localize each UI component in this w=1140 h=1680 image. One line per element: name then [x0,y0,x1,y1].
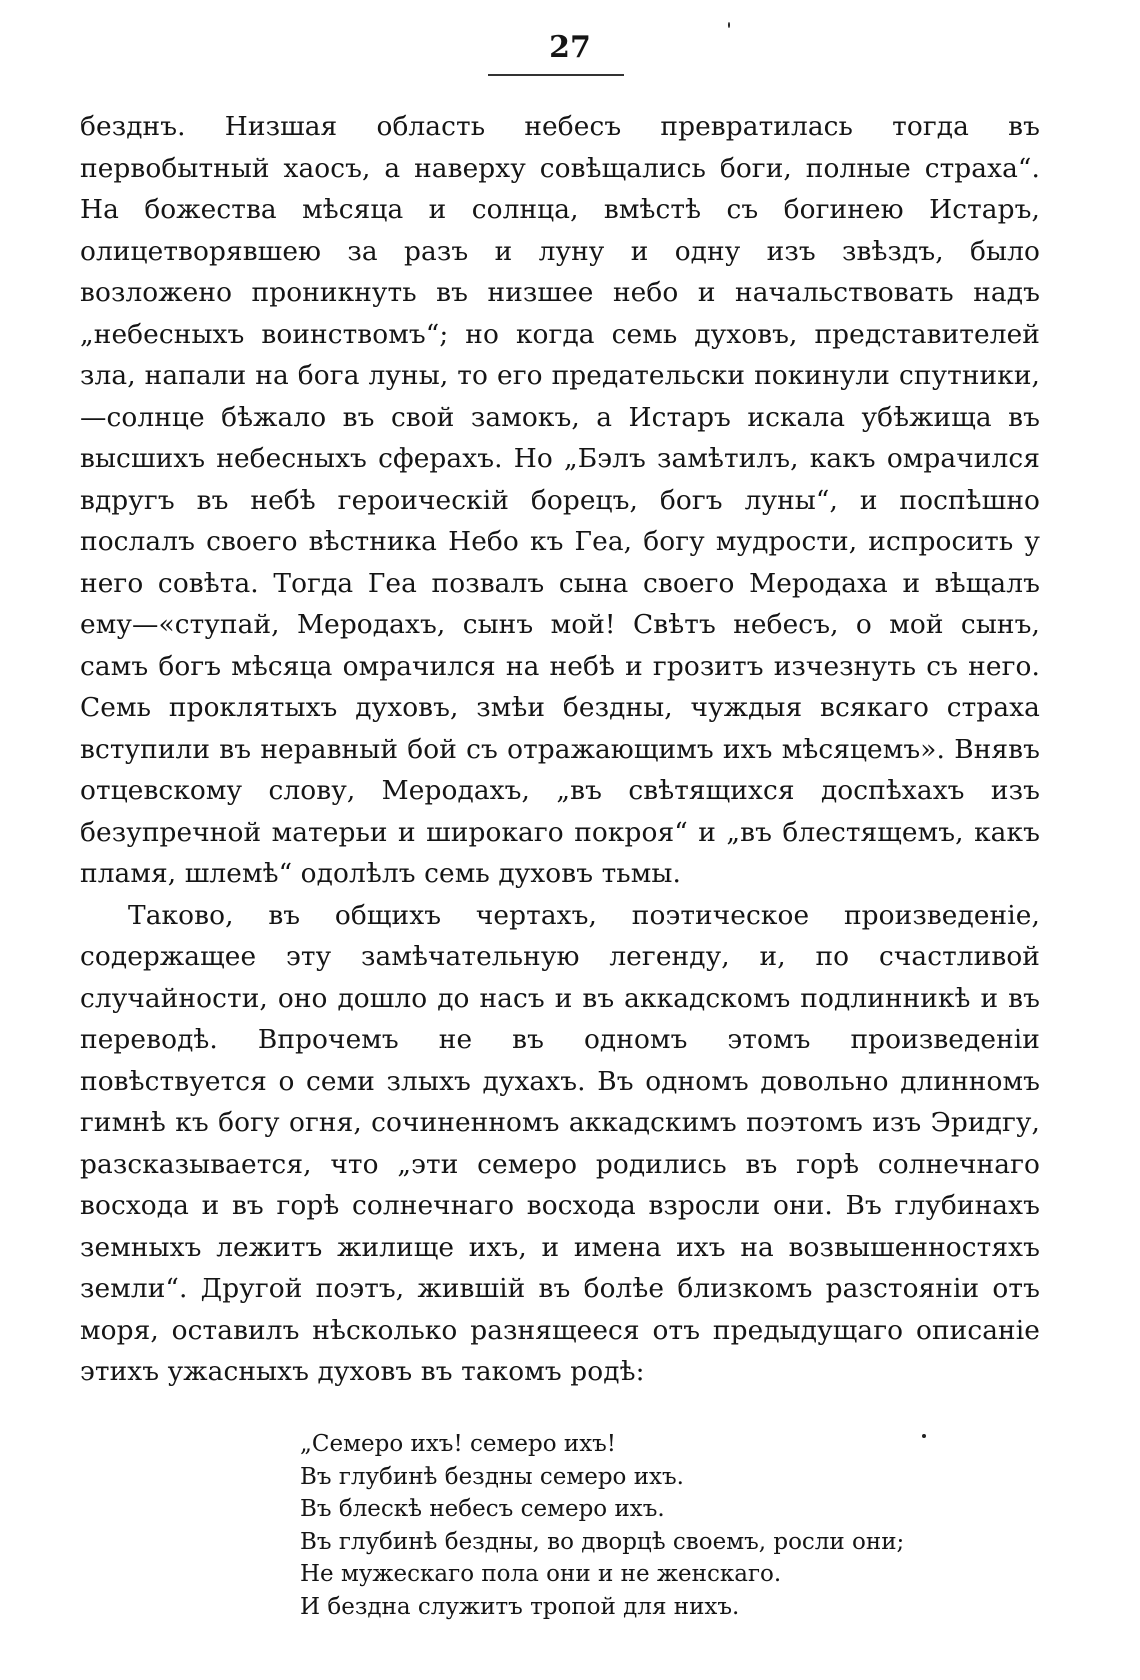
paragraph-1: безднъ. Низшая область небесъ превратилась тогда въ первобытный хаосъ, а наверху совѣщались боги, полные страха“. На божества мѣсяца и солнца, вмѣстѣ съ богинею Истаръ, олицетворявшею за разъ и луну и одну изъ звѣздъ, было возложено проникнуть въ низшее небо и начальствовать надъ „небесныхъ воинствомъ“; но когда семь духовъ, представителей зла, напали на бога луны, то его предательски покинули спутники,—солнце бѣжало въ свой замокъ, а Истаръ искала убѣжища въ высшихъ небесныхъ сферахъ. Но „Бэлъ замѣтилъ, какъ омрачился вдругъ въ небѣ героическій борецъ, богъ луны“, и поспѣшно послалъ своего вѣстника Небо къ Геа, богу мудрости, испросить у него совѣта. Тогда Геа позвалъ сына своего Меродаха и вѣщалъ ему—«ступай, Меродахъ, сынъ мой! Свѣтъ небесъ, о мой сынъ, самъ богъ мѣсяца омрачился на небѣ и грозитъ изчезнуть съ него. Семь проклятыхъ духовъ, змѣи бездны, чуждыя всякаго страха вступили въ неравный бой съ отражающимъ ихъ мѣсяцемъ». Внявъ отцевскому слову, Меродахъ, „въ свѣтящихся доспѣхахъ изъ безупречной матерьи и широкаго покроя“ и „въ блестящемъ, какъ пламя, шлемѣ“ одолѣлъ семь духовъ тьмы. [80,111,1040,889]
header-rule [488,74,624,76]
verse-line: Не мужескаго пола они и не женскаго. [300,1561,782,1587]
paragraph-2: Таково, въ общихъ чертахъ, поэтическое произведеніе, содержащее эту замѣчательную легенду, и, по счастливой случайности, оно дошло до насъ и въ аккадскомъ подлинникѣ и въ переводѣ. Впрочемъ не въ одномъ этомъ произведеніи повѣствуется о семи злыхъ духахъ. Въ одномъ довольно длинномъ гимнѣ къ богу огня, сочиненномъ аккадскимъ поэтомъ изъ Эридгу, разсказывается, что „эти семеро родились въ горѣ солнечнаго восхода и въ горѣ солнечнаго восхода взросли они. Въ глубинахъ земныхъ лежитъ жилище ихъ, и имена ихъ на возвышенностяхъ земли“. Другой поэтъ, жившій въ болѣе близкомъ разстояніи отъ моря, оставилъ нѣсколько разнящееся отъ предыдущаго описаніе этихъ ужасныхъ духовъ въ такомъ родѣ: [80,899,1040,1387]
verse-line: Въ блескѣ небесъ семеро ихъ. [300,1496,665,1522]
verse-line: Въ глубинѣ бездны, во дворцѣ своемъ, росли они; [300,1528,905,1555]
print-speck [728,22,730,28]
print-speck [922,1434,926,1438]
verse-line: Въ глубинѣ бездны семеро ихъ. [300,1463,684,1490]
page-number: 27 [549,30,591,65]
verse-block [300,1428,940,1623]
verse-line: И бездна служитъ тропой для нихъ. [300,1593,740,1620]
verse-line: „Семеро ихъ! семеро ихъ! [300,1431,617,1457]
body-text [80,106,1040,1393]
